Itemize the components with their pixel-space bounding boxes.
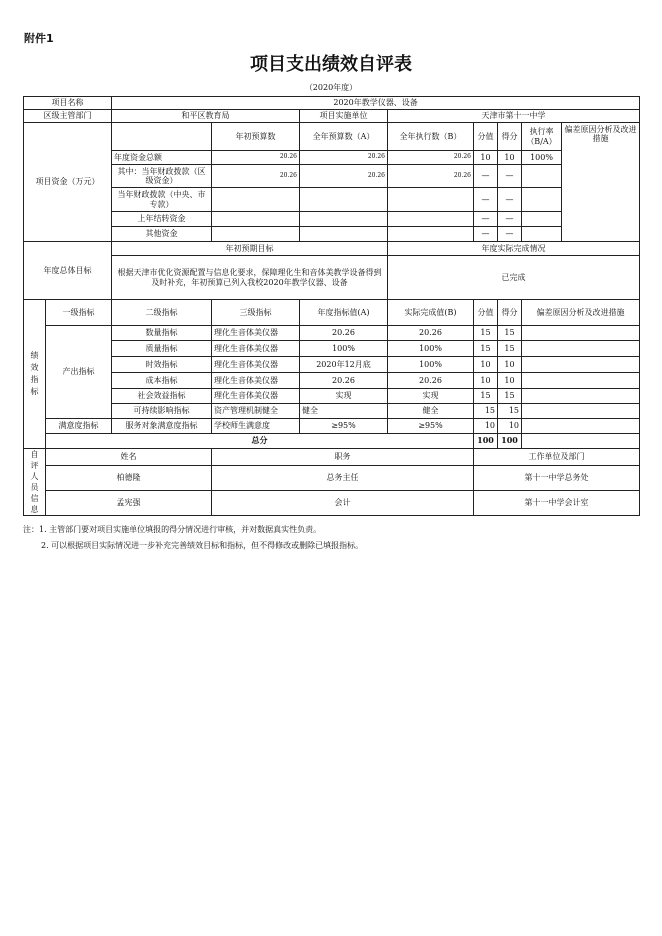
ind-target: 实现 xyxy=(300,389,388,404)
indicator-row xyxy=(24,326,640,341)
footnotes xyxy=(23,522,363,554)
project-name-row xyxy=(24,97,640,110)
ind-score: 10 xyxy=(498,419,522,434)
report-year: （2020年度） xyxy=(304,83,358,92)
evaluator-header-dept: 工作单位及部门 xyxy=(474,449,640,466)
project-name-value: 2020年教学仪器、设备 xyxy=(112,97,640,110)
footnote-2: 2. 可以根据项目实际情况进一步补充完善绩效目标和指标，但不得修改或删除已填报指标。 xyxy=(41,541,364,550)
ind-header-actual: 实际完成值(B) xyxy=(388,300,474,326)
indicators-header-row xyxy=(24,300,640,326)
unit-value: 天津市第十一中学 xyxy=(388,110,640,123)
ind-level3: 理化生音体美仪器 xyxy=(212,326,300,341)
evaluator-row xyxy=(24,465,640,490)
output-indicator-label: 产出指标 xyxy=(46,326,112,419)
evaluator-title: 总务主任 xyxy=(212,465,474,490)
funds-exec xyxy=(388,227,474,242)
ind-actual: 100% xyxy=(388,341,474,357)
funds-header-rate: 执行率（B/A） xyxy=(522,123,562,151)
funds-score-max: 10 xyxy=(474,151,498,165)
ind-header-level2: 二级指标 xyxy=(112,300,212,326)
ind-actual: 健全 xyxy=(388,404,474,419)
evaluator-title: 会计 xyxy=(212,490,474,515)
project-dept-row xyxy=(24,110,640,123)
indicator-row xyxy=(24,373,640,389)
funds-row-name: 上年结转资金 xyxy=(112,212,212,227)
goals-expected: 根据天津市优化资源配置与信息化要求，保障理化生和音体美教学设备得到及时补充，年初预算已列入我校2020年教学仪器、设备 xyxy=(112,256,388,300)
project-name-label: 项目名称 xyxy=(24,97,112,110)
funds-row xyxy=(24,188,640,212)
total-score: 100 xyxy=(498,434,522,449)
funds-row xyxy=(24,227,640,242)
funds-header-max: 分值 xyxy=(474,123,498,151)
ind-max: 15 xyxy=(474,341,498,357)
ind-level3: 理化生音体美仪器 xyxy=(212,341,300,357)
funds-row-name: 当年财政拨款（中央、市专款） xyxy=(112,188,212,212)
funds-score-max: — xyxy=(474,165,498,188)
ind-header-max: 分值 xyxy=(474,300,498,326)
evaluator-dept: 第十一中学会计室 xyxy=(474,490,640,515)
ind-max: 10 xyxy=(474,419,498,434)
evaluator-row xyxy=(24,490,640,515)
funds-exec: 20.26 xyxy=(388,165,474,188)
ind-max: 10 xyxy=(474,373,498,389)
ind-level2: 可持续影响指标 xyxy=(112,404,212,419)
ind-max: 10 xyxy=(474,357,498,373)
funds-rate xyxy=(522,165,562,188)
ind-level2: 服务对象满意度指标 xyxy=(112,419,212,434)
ind-header-analysis: 偏差原因分析及改进措施 xyxy=(522,300,640,326)
ind-actual: 20.26 xyxy=(388,326,474,341)
annex-label: 附件1 xyxy=(24,32,54,45)
funds-row-name: 其中：当年财政拨款（区级资金） xyxy=(112,165,212,188)
ind-level3: 资产管理机制健全 xyxy=(212,404,300,419)
ind-target: 2020年12月底 xyxy=(300,357,388,373)
ind-level3: 理化生音体美仪器 xyxy=(212,389,300,404)
ind-max: 15 xyxy=(474,389,498,404)
ind-analysis xyxy=(522,389,640,404)
funds-row xyxy=(24,212,640,227)
satisfaction-indicator-label: 满意度指标 xyxy=(46,419,112,434)
funds-initial xyxy=(212,227,300,242)
funds-header-score: 得分 xyxy=(498,123,522,151)
ind-actual: 20.26 xyxy=(388,373,474,389)
ind-header-score: 得分 xyxy=(498,300,522,326)
funds-initial: 20.26 xyxy=(212,151,300,165)
ind-score: 15 xyxy=(498,341,522,357)
ind-actual: 100% xyxy=(388,357,474,373)
page-title: 项目支出绩效自评表 xyxy=(250,54,412,75)
ind-score: 10 xyxy=(498,357,522,373)
funds-score-max: — xyxy=(474,227,498,242)
funds-score: — xyxy=(498,188,522,212)
funds-rate xyxy=(522,188,562,212)
funds-exec xyxy=(388,212,474,227)
funds-rate: 100% xyxy=(522,151,562,165)
ind-level2: 质量指标 xyxy=(112,341,212,357)
funds-annual: 20.26 xyxy=(300,151,388,165)
ind-max: 15 xyxy=(474,404,498,419)
ind-target: 20.26 xyxy=(300,326,388,341)
ind-level2: 社会效益指标 xyxy=(112,389,212,404)
funds-annual: 20.26 xyxy=(300,165,388,188)
evaluator-name: 孟宪强 xyxy=(46,490,212,515)
total-analysis xyxy=(522,434,640,449)
ind-score: 15 xyxy=(498,389,522,404)
funds-score: — xyxy=(498,212,522,227)
funds-label: 项目资金（万元） xyxy=(24,123,112,242)
funds-row xyxy=(24,165,640,188)
ind-target: 20.26 xyxy=(300,373,388,389)
funds-score-max: — xyxy=(474,212,498,227)
funds-initial: 20.26 xyxy=(212,165,300,188)
funds-score: — xyxy=(498,165,522,188)
ind-analysis xyxy=(522,404,640,419)
ind-analysis xyxy=(522,326,640,341)
ind-level2: 成本指标 xyxy=(112,373,212,389)
ind-level3: 理化生音体美仪器 xyxy=(212,373,300,389)
goals-actual: 已完成 xyxy=(388,256,640,300)
goals-label: 年度总体目标 xyxy=(24,242,112,300)
indicator-row xyxy=(24,357,640,373)
goals-header-row xyxy=(24,242,640,256)
evaluator-name: 柏德隆 xyxy=(46,465,212,490)
goals-content-row xyxy=(24,256,640,300)
funds-blank-header xyxy=(112,123,212,151)
funds-annual xyxy=(300,212,388,227)
indicators-label xyxy=(24,300,46,449)
funds-header-row xyxy=(24,123,640,151)
ind-target: ≥95% xyxy=(300,419,388,434)
funds-initial xyxy=(212,212,300,227)
ind-level2: 时效指标 xyxy=(112,357,212,373)
evaluation-table xyxy=(23,96,640,516)
funds-score: 10 xyxy=(498,151,522,165)
ind-target: 100% xyxy=(300,341,388,357)
funds-score-max: — xyxy=(474,188,498,212)
evaluator-dept: 第十一中学总务处 xyxy=(474,465,640,490)
ind-analysis xyxy=(522,373,640,389)
ind-header-level3: 三级指标 xyxy=(212,300,300,326)
evaluator-header-title: 职务 xyxy=(212,449,474,466)
evaluator-header-name: 姓名 xyxy=(46,449,212,466)
dept-label: 区级主管部门 xyxy=(24,110,112,123)
ind-max: 15 xyxy=(474,326,498,341)
ind-level3: 学校师生满意度 xyxy=(212,419,300,434)
indicator-row xyxy=(24,419,640,434)
ind-target: 健全 xyxy=(300,404,388,419)
funds-header-exec: 全年执行数（B） xyxy=(388,123,474,151)
ind-score: 10 xyxy=(498,373,522,389)
evaluators-label-text: 自评人员信息 xyxy=(30,450,39,514)
funds-row-name: 其他资金 xyxy=(112,227,212,242)
funds-score: — xyxy=(498,227,522,242)
evaluator-header-row xyxy=(24,449,640,466)
funds-header-analysis xyxy=(562,123,640,242)
funds-initial xyxy=(212,188,300,212)
indicator-row xyxy=(24,341,640,357)
funds-annual xyxy=(300,227,388,242)
footnote-1: 注：1. 主管部门要对项目实施单位填报的得分情况进行审核，并对数据真实性负责。 xyxy=(23,525,322,534)
unit-label: 项目实施单位 xyxy=(300,110,388,123)
ind-header-level1: 一级指标 xyxy=(46,300,112,326)
dept-value: 和平区教育局 xyxy=(112,110,300,123)
ind-score: 15 xyxy=(498,326,522,341)
ind-actual: ≥95% xyxy=(388,419,474,434)
indicators-label-text: 绩效指标 xyxy=(30,351,39,396)
funds-rate xyxy=(522,227,562,242)
ind-level2: 数量指标 xyxy=(112,326,212,341)
ind-analysis xyxy=(522,341,640,357)
funds-annual xyxy=(300,188,388,212)
evaluators-label xyxy=(24,449,46,516)
funds-rate xyxy=(522,212,562,227)
funds-row xyxy=(24,151,640,165)
ind-header-target: 年度指标值(A) xyxy=(300,300,388,326)
funds-row-name: 年度资金总额 xyxy=(112,151,212,165)
ind-actual: 实现 xyxy=(388,389,474,404)
total-max: 100 xyxy=(474,434,498,449)
funds-exec xyxy=(388,188,474,212)
funds-analysis-label: 偏差原因分析及改进措施 xyxy=(564,125,637,144)
funds-exec: 20.26 xyxy=(388,151,474,165)
ind-score: 15 xyxy=(498,404,522,419)
funds-header-initial: 年初预算数 xyxy=(212,123,300,151)
total-label: 总分 xyxy=(46,434,474,449)
ind-analysis xyxy=(522,419,640,434)
indicator-row xyxy=(24,389,640,404)
indicator-row xyxy=(24,404,640,419)
goals-actual-header: 年度实际完成情况 xyxy=(388,242,640,256)
ind-level3: 理化生音体美仪器 xyxy=(212,357,300,373)
funds-header-annual: 全年预算数（A） xyxy=(300,123,388,151)
goals-expected-header: 年初预期目标 xyxy=(112,242,388,256)
total-row xyxy=(24,434,640,449)
ind-analysis xyxy=(522,357,640,373)
